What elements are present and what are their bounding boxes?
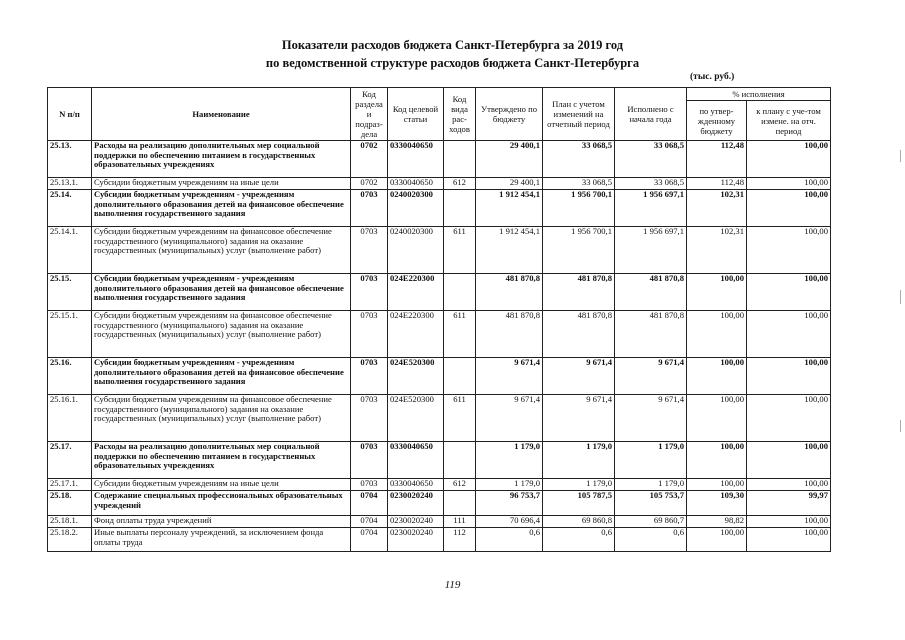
cell-plan: 1 179,0 (543, 442, 615, 479)
cell-target: 024Е220300 (388, 274, 444, 311)
cell-plan: 33 068,5 (543, 178, 615, 190)
cell-pct-plan: 100,00 (747, 479, 831, 491)
cell-type (444, 491, 476, 516)
cell-approved: 9 671,4 (476, 358, 543, 395)
cell-section: 0703 (351, 227, 388, 274)
cell-pct-approved: 112,48 (687, 178, 747, 190)
cell-section: 0704 (351, 491, 388, 516)
cell-section: 0703 (351, 479, 388, 491)
cell-pct-approved: 100,00 (687, 442, 747, 479)
cell-num: 25.16. (48, 358, 92, 395)
cell-pct-plan: 100,00 (747, 358, 831, 395)
cell-target: 0330040650 (388, 141, 444, 178)
cell-section: 0704 (351, 528, 388, 552)
cell-pct-plan: 99,97 (747, 491, 831, 516)
cell-section: 0703 (351, 190, 388, 227)
table-row (48, 358, 831, 395)
cell-pct-plan: 100,00 (747, 516, 831, 528)
cell-name: Субсидии бюджетным учреждениям на финансовое обеспечение государственного (муниципального) задания на оказание государственных (муниципальных) услуг (выполнение работ) (92, 227, 351, 274)
cell-section: 0703 (351, 395, 388, 442)
cell-pct-approved: 98,82 (687, 516, 747, 528)
cell-pct-approved: 100,00 (687, 274, 747, 311)
cell-target: 0230020240 (388, 516, 444, 528)
cell-name: Фонд оплаты труда учреждений (92, 516, 351, 528)
col-header-executed: Исполнено с начала года (615, 88, 687, 141)
cell-approved: 29 400,1 (476, 141, 543, 178)
cell-plan: 105 787,5 (543, 491, 615, 516)
cell-num: 25.17. (48, 442, 92, 479)
cell-pct-plan: 100,00 (747, 141, 831, 178)
table-row (48, 395, 831, 442)
cell-approved: 1 912 454,1 (476, 227, 543, 274)
cell-plan: 0,6 (543, 528, 615, 552)
table-row (48, 528, 831, 552)
table-row (48, 141, 831, 178)
table-row (48, 479, 831, 491)
cell-type: 111 (444, 516, 476, 528)
col-header-target: Код целевой статьи (388, 88, 444, 141)
cell-approved: 481 870,8 (476, 274, 543, 311)
cell-executed: 481 870,8 (615, 311, 687, 358)
cell-type: 612 (444, 178, 476, 190)
cell-target: 0240020300 (388, 190, 444, 227)
cell-executed: 1 179,0 (615, 442, 687, 479)
cell-pct-plan: 100,00 (747, 190, 831, 227)
cell-executed: 1 956 697,1 (615, 190, 687, 227)
col-header-plan: План с учетом изменений на отчетный период (543, 88, 615, 141)
units-label: (тыс. руб.) (690, 72, 735, 82)
cell-approved: 0,6 (476, 528, 543, 552)
cell-num: 25.18.1. (48, 516, 92, 528)
col-header-pct-approved: по утвер-жденному бюджету (687, 101, 747, 141)
cell-num: 25.15.1. (48, 311, 92, 358)
cell-approved: 1 912 454,1 (476, 190, 543, 227)
cell-pct-plan: 100,00 (747, 311, 831, 358)
cell-pct-approved: 112,48 (687, 141, 747, 178)
table-row (48, 190, 831, 227)
cell-name: Субсидии бюджетным учреждениям - учреждениям дополнительного образования детей на финансовое обеспечение выполнения государственного задания (92, 274, 351, 311)
cell-plan: 9 671,4 (543, 358, 615, 395)
cell-plan: 1 179,0 (543, 479, 615, 491)
cell-name: Субсидии бюджетным учреждениям - учреждениям дополнительного образования детей на финансовое обеспечение выполнения государственного задания (92, 358, 351, 395)
cell-pct-plan: 100,00 (747, 274, 831, 311)
cell-pct-approved: 102,31 (687, 190, 747, 227)
cell-num: 25.14. (48, 190, 92, 227)
cell-type (444, 141, 476, 178)
cell-pct-approved: 100,00 (687, 395, 747, 442)
table-body (48, 141, 831, 552)
table-row (48, 178, 831, 190)
cell-num: 25.18.2. (48, 528, 92, 552)
cell-type (444, 442, 476, 479)
cell-executed: 0,6 (615, 528, 687, 552)
cell-approved: 29 400,1 (476, 178, 543, 190)
cell-pct-approved: 100,00 (687, 479, 747, 491)
cell-approved: 9 671,4 (476, 395, 543, 442)
cell-target: 024Е520300 (388, 358, 444, 395)
cell-executed: 481 870,8 (615, 274, 687, 311)
cell-num: 25.16.1. (48, 395, 92, 442)
cell-plan: 33 068,5 (543, 141, 615, 178)
cell-executed: 1 956 697,1 (615, 227, 687, 274)
cell-section: 0702 (351, 141, 388, 178)
cell-target: 0330040650 (388, 479, 444, 491)
cell-pct-plan: 100,00 (747, 395, 831, 442)
cell-section: 0702 (351, 178, 388, 190)
cell-name: Расходы на реализацию дополнительных мер социальной поддержки по обеспечению питанием в государственных образовательных учреждениях (92, 442, 351, 479)
cell-name: Содержание специальных профессиональных образовательных учреждений (92, 491, 351, 516)
cell-executed: 33 068,5 (615, 141, 687, 178)
cell-type (444, 190, 476, 227)
cell-plan: 9 671,4 (543, 395, 615, 442)
cell-type (444, 358, 476, 395)
cell-target: 0330040650 (388, 178, 444, 190)
table-row (48, 491, 831, 516)
report-subtitle: по ведомственной структуре расходов бюджета Санкт-Петербурга (265, 56, 640, 70)
cell-plan: 69 860,8 (543, 516, 615, 528)
cell-executed: 105 753,7 (615, 491, 687, 516)
cell-num: 25.14.1. (48, 227, 92, 274)
cell-name: Субсидии бюджетным учреждениям на иные цели (92, 178, 351, 190)
cell-plan: 481 870,8 (543, 274, 615, 311)
cell-pct-plan: 100,00 (747, 227, 831, 274)
cell-num: 25.13.1. (48, 178, 92, 190)
cell-num: 25.18. (48, 491, 92, 516)
cell-approved: 70 696,4 (476, 516, 543, 528)
cell-type: 611 (444, 395, 476, 442)
cell-target: 024Е220300 (388, 311, 444, 358)
cell-num: 25.15. (48, 274, 92, 311)
scan-edge-mark (900, 420, 901, 432)
cell-target: 0240020300 (388, 227, 444, 274)
cell-target: 0330040650 (388, 442, 444, 479)
cell-pct-approved: 100,00 (687, 358, 747, 395)
cell-name: Субсидии бюджетным учреждениям - учреждениям дополнительного образования детей на финансовое обеспечение выполнения государственного задания (92, 190, 351, 227)
cell-section: 0703 (351, 442, 388, 479)
col-header-pct-group: % исполнения (687, 88, 831, 101)
cell-pct-approved: 100,00 (687, 311, 747, 358)
cell-section: 0704 (351, 516, 388, 528)
cell-pct-plan: 100,00 (747, 178, 831, 190)
cell-section: 0703 (351, 274, 388, 311)
col-header-approved: Утверждено по бюджету (476, 88, 543, 141)
table-row (48, 442, 831, 479)
cell-approved: 481 870,8 (476, 311, 543, 358)
col-header-type: Код вида рас-ходов (444, 88, 476, 141)
table-row (48, 516, 831, 528)
cell-executed: 9 671,4 (615, 395, 687, 442)
cell-pct-approved: 102,31 (687, 227, 747, 274)
cell-type: 112 (444, 528, 476, 552)
cell-type: 612 (444, 479, 476, 491)
cell-num: 25.17.1. (48, 479, 92, 491)
col-header-num: N п/п (48, 88, 92, 141)
cell-executed: 1 179,0 (615, 479, 687, 491)
cell-name: Субсидии бюджетным учреждениям на иные цели (92, 479, 351, 491)
scan-edge-mark (900, 290, 901, 304)
col-header-section: Код раздела и подраз-дела (351, 88, 388, 141)
cell-target: 0230020240 (388, 491, 444, 516)
col-header-pct-plan: к плану с уче-том измене. на отч. период (747, 101, 831, 141)
cell-name: Субсидии бюджетным учреждениям на финансовое обеспечение государственного (муниципального) задания на оказание государственных (муниципальных) услуг (выполнение работ) (92, 311, 351, 358)
report-title: Показатели расходов бюджета Санкт-Петербурга за 2019 год (281, 38, 624, 52)
cell-target: 0230020240 (388, 528, 444, 552)
cell-pct-approved: 109,30 (687, 491, 747, 516)
col-header-name: Наименование (92, 88, 351, 141)
cell-pct-plan: 100,00 (747, 442, 831, 479)
cell-type (444, 274, 476, 311)
cell-pct-plan: 100,00 (747, 528, 831, 552)
cell-approved: 96 753,7 (476, 491, 543, 516)
cell-approved: 1 179,0 (476, 479, 543, 491)
cell-name: Субсидии бюджетным учреждениям на финансовое обеспечение государственного (муниципального) задания на оказание государственных (муниципальных) услуг (выполнение работ) (92, 395, 351, 442)
cell-plan: 1 956 700,1 (543, 190, 615, 227)
cell-name: Расходы на реализацию дополнительных мер социальной поддержки по обеспечению питанием в государственных образовательных учреждениях (92, 141, 351, 178)
expense-table (47, 87, 831, 552)
cell-target: 024Е520300 (388, 395, 444, 442)
cell-name: Иные выплаты персоналу учреждений, за исключением фонда оплаты труда (92, 528, 351, 552)
cell-type: 611 (444, 311, 476, 358)
cell-pct-approved: 100,00 (687, 528, 747, 552)
cell-type: 611 (444, 227, 476, 274)
cell-plan: 1 956 700,1 (543, 227, 615, 274)
cell-section: 0703 (351, 358, 388, 395)
table-row (48, 227, 831, 274)
cell-section: 0703 (351, 311, 388, 358)
scan-edge-mark (900, 150, 901, 162)
cell-plan: 481 870,8 (543, 311, 615, 358)
cell-executed: 9 671,4 (615, 358, 687, 395)
table-row (48, 274, 831, 311)
cell-executed: 33 068,5 (615, 178, 687, 190)
cell-executed: 69 860,7 (615, 516, 687, 528)
table-row (48, 311, 831, 358)
page-number: 119 (444, 579, 461, 591)
cell-approved: 1 179,0 (476, 442, 543, 479)
cell-num: 25.13. (48, 141, 92, 178)
